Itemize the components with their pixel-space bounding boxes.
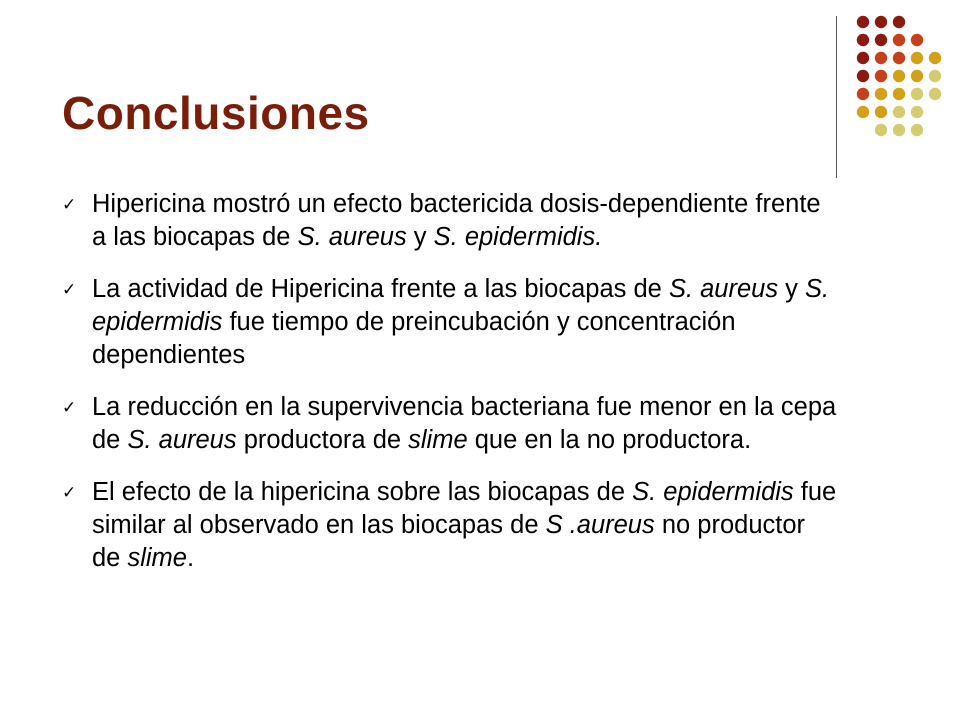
bullet-list bbox=[62, 188, 862, 594]
decorative-dot bbox=[893, 88, 905, 100]
italic-segment: S. aureus bbox=[668, 275, 779, 303]
decorative-dot bbox=[893, 52, 905, 64]
decorative-dot bbox=[929, 52, 941, 64]
bullet-item bbox=[62, 391, 862, 457]
decorative-dot bbox=[911, 52, 923, 64]
decorative-dot bbox=[911, 88, 923, 100]
decorative-dot bbox=[911, 106, 923, 118]
decorative-dot bbox=[857, 70, 869, 82]
decorative-dot bbox=[857, 88, 869, 100]
bullet-text bbox=[92, 476, 837, 575]
text-segment: fue tiempo de preincubación y concentración dependientes bbox=[92, 308, 736, 369]
decorative-dot bbox=[875, 70, 887, 82]
text-segment: productora de bbox=[236, 426, 409, 454]
decorative-dot bbox=[857, 106, 869, 118]
check-mark-icon: ✓ bbox=[62, 195, 77, 214]
decorative-dot bbox=[893, 124, 905, 136]
decorative-dot bbox=[893, 70, 905, 82]
bullet-text bbox=[92, 391, 837, 457]
decorative-dot bbox=[911, 70, 923, 82]
decorative-dot bbox=[857, 34, 869, 46]
check-mark-icon: ✓ bbox=[62, 483, 77, 502]
italic-segment: slime bbox=[408, 426, 468, 454]
italic-segment: slime bbox=[127, 544, 187, 572]
bullet-item bbox=[62, 476, 862, 575]
slide-title: Conclusiones bbox=[62, 87, 370, 139]
decorative-dot bbox=[857, 16, 869, 28]
italic-segment: S. aureus bbox=[297, 223, 407, 251]
decorative-dot bbox=[893, 106, 905, 118]
decorative-dot bbox=[929, 70, 941, 82]
decorative-dot bbox=[875, 124, 887, 136]
decorative-dot bbox=[875, 52, 887, 64]
text-segment: que en la no productora. bbox=[467, 426, 752, 454]
italic-segment: S .aureus bbox=[545, 511, 655, 539]
text-segment: Hipericina mostró un efecto bactericida dosis-dependiente frente a las biocapas de bbox=[92, 190, 821, 251]
decorative-dot bbox=[875, 34, 887, 46]
bullet-item bbox=[62, 273, 862, 372]
decorative-dot bbox=[911, 34, 923, 46]
text-segment: . bbox=[186, 544, 195, 572]
italic-segment: S. epidermidis bbox=[632, 478, 794, 506]
text-segment: El efecto de la hipericina sobre las biocapas de bbox=[92, 478, 633, 506]
text-segment: y bbox=[778, 275, 806, 303]
text-segment: La actividad de Hipericina frente a las biocapas de bbox=[92, 275, 669, 303]
divider-line bbox=[836, 16, 837, 178]
decorative-dot bbox=[875, 106, 887, 118]
decorative-dot bbox=[893, 16, 905, 28]
text-segment: no productor de bbox=[92, 511, 806, 572]
decorative-dot bbox=[857, 52, 869, 64]
decorative-dot bbox=[911, 124, 923, 136]
italic-segment: S. aureus bbox=[127, 426, 237, 454]
italic-segment: S. epidermidis. bbox=[433, 223, 603, 251]
bullet-item bbox=[62, 188, 862, 254]
text-segment: fue similar al observado en las biocapas de bbox=[92, 478, 837, 539]
bullet-text bbox=[92, 273, 837, 372]
bullet-text bbox=[92, 188, 837, 254]
check-mark-icon: ✓ bbox=[62, 398, 77, 417]
decorative-dot bbox=[875, 16, 887, 28]
text-segment: La reducción en la supervivencia bacteriana fue menor en la cepa de bbox=[92, 393, 837, 454]
decorative-dot bbox=[875, 88, 887, 100]
italic-segment: S. epidermidis bbox=[92, 275, 830, 336]
text-segment: y bbox=[406, 223, 434, 251]
check-mark-icon: ✓ bbox=[62, 280, 77, 299]
decorative-dot bbox=[893, 34, 905, 46]
decorative-dot bbox=[929, 88, 941, 100]
